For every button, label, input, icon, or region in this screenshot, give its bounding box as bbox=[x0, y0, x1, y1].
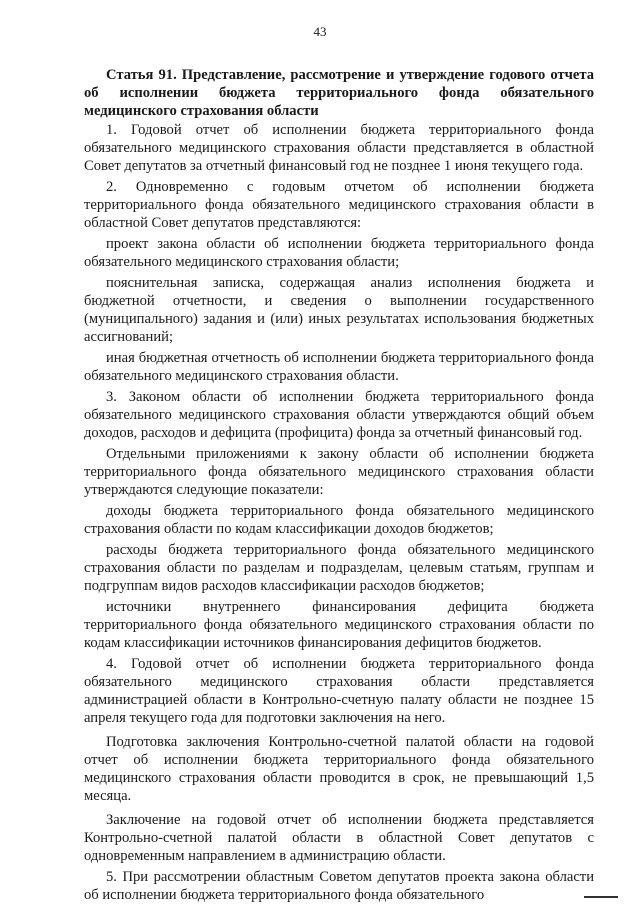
paragraph: 2. Одновременно с годовым отчетом об исполнении бюджета территориального фонда обязательного медицинского страхования области в областной Совет депутатов представляются: bbox=[84, 179, 594, 231]
article-heading: Статья 91. Представление, рассмотрение и утверждение годового отчета об исполнении бюджета территориального фонда обязательного медицинского страхования области bbox=[84, 67, 594, 119]
paragraph: 4. Годовой отчет об исполнении бюджета территориального фонда обязательного медицинского страхования области представляется администрацией области в Контрольно-счетную палату области не позднее 15 апреля текущего года для подготовки заключения на него. bbox=[84, 656, 594, 726]
paragraph: 1. Годовой отчет об исполнении бюджета территориального фонда обязательного медицинского страхования области представляется в областной Совет депутатов за отчетный финансовый год не позднее 1 июня текущего года. bbox=[84, 122, 594, 174]
article-body bbox=[84, 66, 594, 907]
page-number: 43 bbox=[313, 24, 327, 39]
paragraph: расходы бюджета территориального фонда обязательного медицинского страхования области по разделам и подразделам, целевым статьям, группам и подгруппам видов расходов классификации расходов бюджетов; bbox=[84, 542, 594, 594]
paragraph: 3. Законом области об исполнении бюджета территориального фонда обязательного медицинского страхования области утверждаются общий объем доходов, расходов и дефицита (профицита) фонда за отчетный финансовый год. bbox=[84, 389, 594, 441]
paragraph: Отдельными приложениями к закону области об исполнении бюджета территориального фонда обязательного медицинского страхования области утверждаются следующие показатели: bbox=[84, 446, 594, 498]
paragraph: доходы бюджета территориального фонда обязательного медицинского страхования области по кодам классификации доходов бюджетов; bbox=[84, 503, 594, 537]
paragraph: источники внутреннего финансирования дефицита бюджета территориального фонда обязательного медицинского страхования области по кодам классификации источников финансирования дефицитов бюджетов. bbox=[84, 599, 594, 651]
paragraph: 5. При рассмотрении областным Советом депутатов проекта закона области об исполнении бюджета территориального фонда обязательного bbox=[84, 869, 594, 903]
paragraph: проект закона области об исполнении бюджета территориального фонда обязательного медицинского страхования области; bbox=[84, 236, 594, 270]
paragraph: пояснительная записка, содержащая анализ исполнения бюджета и бюджетной отчетности, и сведения о выполнении государственного (муниципального) задания и (или) иных результатах использования бюджетных ассигнований; bbox=[84, 275, 594, 345]
paragraph: иная бюджетная отчетность об исполнении бюджета территориального фонда обязательного медицинского страхования области. bbox=[84, 350, 594, 384]
paragraph: Заключение на годовой отчет об исполнении бюджета представляется Контрольно-счетной палатой области в областной Совет депутатов с одновременным направлением в администрацию области. bbox=[84, 812, 594, 864]
paragraph: Подготовка заключения Контрольно-счетной палатой области на годовой отчет об исполнении бюджета территориального фонда обязательного медицинского страхования области проводится в срок, не превышающий 1,5 месяца. bbox=[84, 734, 594, 804]
scan-edge-mark bbox=[584, 896, 618, 898]
